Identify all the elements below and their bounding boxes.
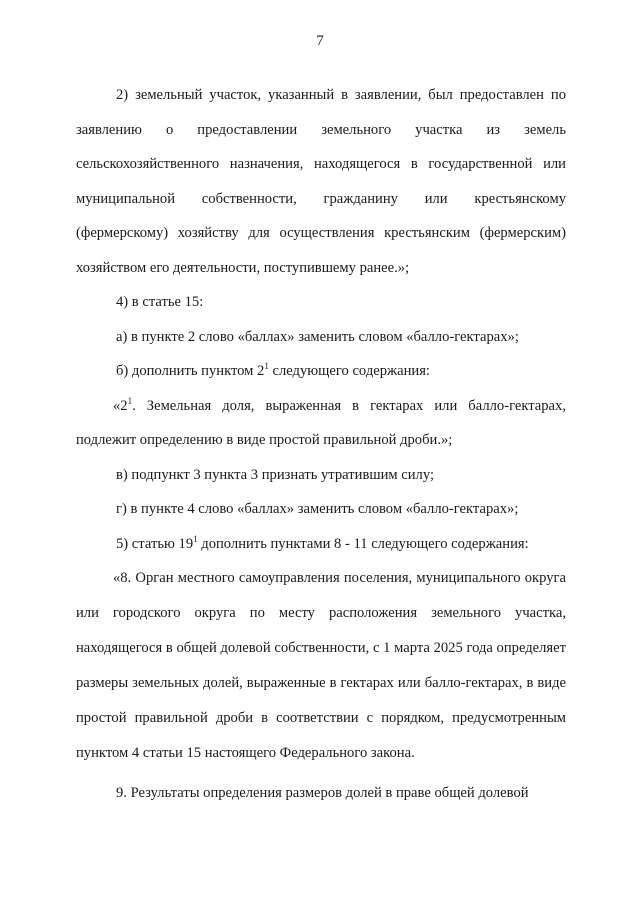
paragraph-article-19-text: 5) статью 19 <box>116 535 194 552</box>
paragraph-article-15: 4) в статье 15: <box>116 294 204 310</box>
paragraph-quote-text: «2 <box>113 397 128 414</box>
paragraph-quote-2-1 <box>76 389 566 458</box>
paragraph-sub-v: в) подпункт 3 пункта 3 признать утратившим силу; <box>116 466 434 483</box>
paragraph-sub-b-text-end: следующего содержания: <box>268 363 430 379</box>
superscript: 1 <box>264 361 269 371</box>
paragraph-article-19-1 <box>76 527 566 562</box>
paragraph-point-8: «8. Орган местного самоуправления поселения, муниципального округа или городского округа по месту расположения земельного участка, находящегося в общей долевой собственности, с 1 марта 2025 года определяет размеры земельных долей, выраженные в гектарах или балло-гектарах, в виде простой правильной дроби в соответствии с порядком, предусмотренным пунктом 4 статьи 15 настоящего Федерального закона. <box>76 570 566 761</box>
paragraph-article-19-text-end: дополнить пунктами 8 - 11 следующего содержания: <box>197 535 529 552</box>
paragraph-item-2-land-plot: 2) земельный участок, указанный в заявлении, был предоставлен по заявлению о предоставлении земельного участка из земель сельскохозяйственного назначения, находящегося в государственной или муниципальной собственности, гражданину или крестьянскому (фермерскому) хозяйству для осуществления крестьянским (фермерским) хозяйством его деятельности, поступившему ранее.»; <box>76 87 566 276</box>
paragraph-sub-b-text: б) дополнить пунктом 2 <box>116 363 265 379</box>
paragraph-sub-g: г) в пункте 4 слово «баллах» заменить словом «балло-гектарах»; <box>116 501 519 517</box>
paragraph-quote-text-end: . Земельная доля, выраженная в гектарах или балло-гектарах, подлежит определению в виде простой правильной дроби.»; <box>76 397 566 448</box>
paragraph-sub-b <box>76 354 566 389</box>
page-number: 7 <box>316 33 324 49</box>
superscript: 1 <box>193 533 198 544</box>
paragraph-point-9: 9. Результаты определения размеров долей в праве общей долевой <box>116 785 529 801</box>
paragraph-sub-a: а) в пункте 2 слово «баллах» заменить словом «балло-гектарах»; <box>116 328 519 345</box>
document-body <box>76 78 566 811</box>
superscript: 1 <box>127 395 133 406</box>
